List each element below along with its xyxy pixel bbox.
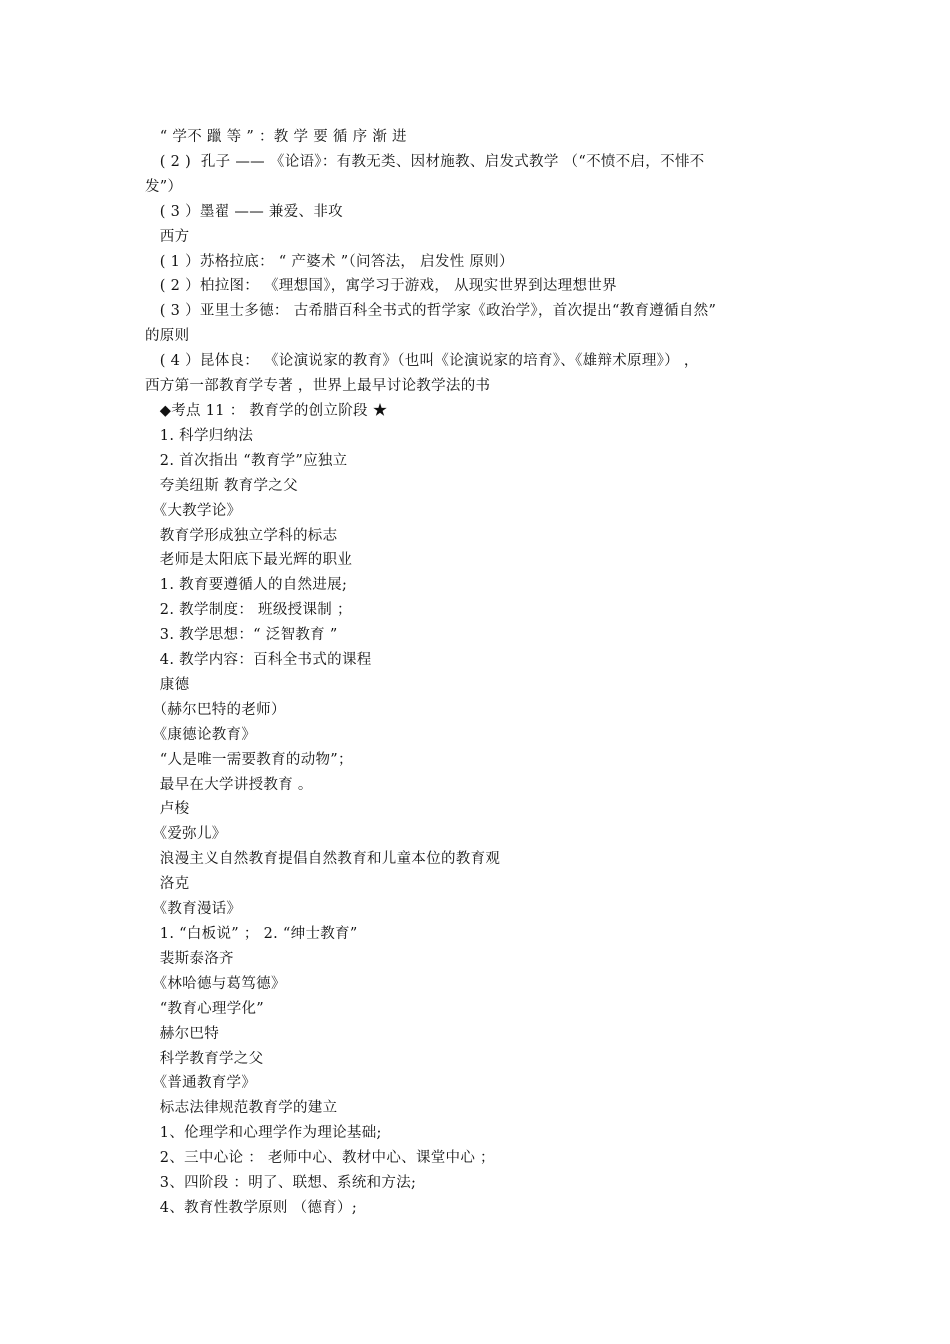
text-line: 《普通教育学》: [145, 1075, 257, 1092]
text-line: 1. 教育要遵循人的自然进展;: [145, 577, 348, 594]
text-line: 康德: [145, 676, 190, 693]
text-line: “ 学不 躐 等 ” ：教 学 要 循 序 渐 进: [145, 129, 407, 145]
text-line: 的原则: [145, 328, 190, 345]
text-line: 2、三中心论 ： 老师中心、教材中心、课堂中心 ；: [145, 1150, 495, 1167]
text-line: 西方第一部教育学专著 ，世界上最早讨论教学法的书: [145, 378, 491, 395]
text-line: 标志法律规范教育学的建立: [145, 1100, 338, 1117]
text-line: 2. 教学制度： 班级授课制 ；: [145, 602, 352, 619]
text-line: 《爱弥儿》: [145, 826, 227, 843]
text-line: （赫尔巴特的老师）: [145, 701, 286, 718]
text-line: ( 3 ）墨翟 —— 兼爱、非攻: [145, 203, 343, 220]
text-line: 《林哈德与葛笃德》: [145, 975, 286, 992]
text-line: 夸美纽斯 教育学之父: [145, 477, 298, 494]
text-line: 洛克: [145, 876, 190, 893]
text-line: 老师是太阳底下最光辉的职业: [145, 552, 353, 569]
text-line: 1. “白板说” ； 2. “绅士教育”: [145, 926, 358, 942]
text-line: 3、四阶段 ：明了、联想、系统和方法;: [145, 1175, 417, 1192]
text-line: 4. 教学内容：百科全书式的课程: [145, 652, 372, 669]
text-line: 《康德论教育》: [145, 726, 257, 743]
text-line: 《大教学论》: [145, 502, 242, 519]
text-line: 卢梭: [145, 801, 190, 818]
text-line: 赫尔巴特: [145, 1025, 219, 1042]
text-line: ( 3 ）亚里士多德： 古希腊百科全书式的哲学家《政治学》，首次提出“教育遵循自然”: [145, 303, 717, 320]
text-line: 发”）: [145, 178, 183, 195]
text-line: 《教育漫话》: [145, 901, 242, 918]
text-line: 3. 教学思想：“ 泛智教育 ”: [145, 627, 338, 644]
text-line: 1、伦理学和心理学作为理论基础;: [145, 1125, 382, 1142]
text-line: 1. 科学归纳法: [145, 427, 254, 444]
text-line: 科学教育学之父: [145, 1050, 264, 1067]
text-line: 浪漫主义自然教育提倡自然教育和儿童本位的教育观: [145, 851, 501, 868]
text-line: 2. 首次指出 “教育学”应独立: [145, 452, 348, 469]
text-line: ( 2 ）柏拉图： 《理想国》，寓学习于游戏， 从现实世界到达理想世界: [145, 278, 617, 295]
text-line: “人是唯一需要教育的动物”；: [145, 751, 353, 768]
text-line: 最早在大学讲授教育 。: [145, 776, 313, 793]
text-line: ( 2 ) 孔子 —— 《论语》：有教无类、因材施教、启发式教学 （“不愤不启，不悱不: [145, 153, 705, 170]
text-line: 西方: [145, 228, 190, 245]
text-line: ( 4 ）昆体良： 《论演说家的教育》（也叫《论演说家的培育》、《雄辩术原理》） ，: [145, 353, 699, 370]
text-line: 4、教育性教学原则 （德育）;: [145, 1199, 358, 1216]
document-body: [145, 125, 800, 1221]
text-line: ( 1 ）苏格拉底： “ 产婆术 ”（问答法， 启发性 原则）: [145, 253, 514, 270]
text-line: “教育心理学化”: [145, 1000, 265, 1017]
section-heading: ◆考点 11 ： 教育学的创立阶段 ★: [145, 402, 388, 419]
text-line: 裴斯泰洛齐: [145, 950, 234, 967]
text-line: 教育学形成独立学科的标志: [145, 527, 338, 544]
